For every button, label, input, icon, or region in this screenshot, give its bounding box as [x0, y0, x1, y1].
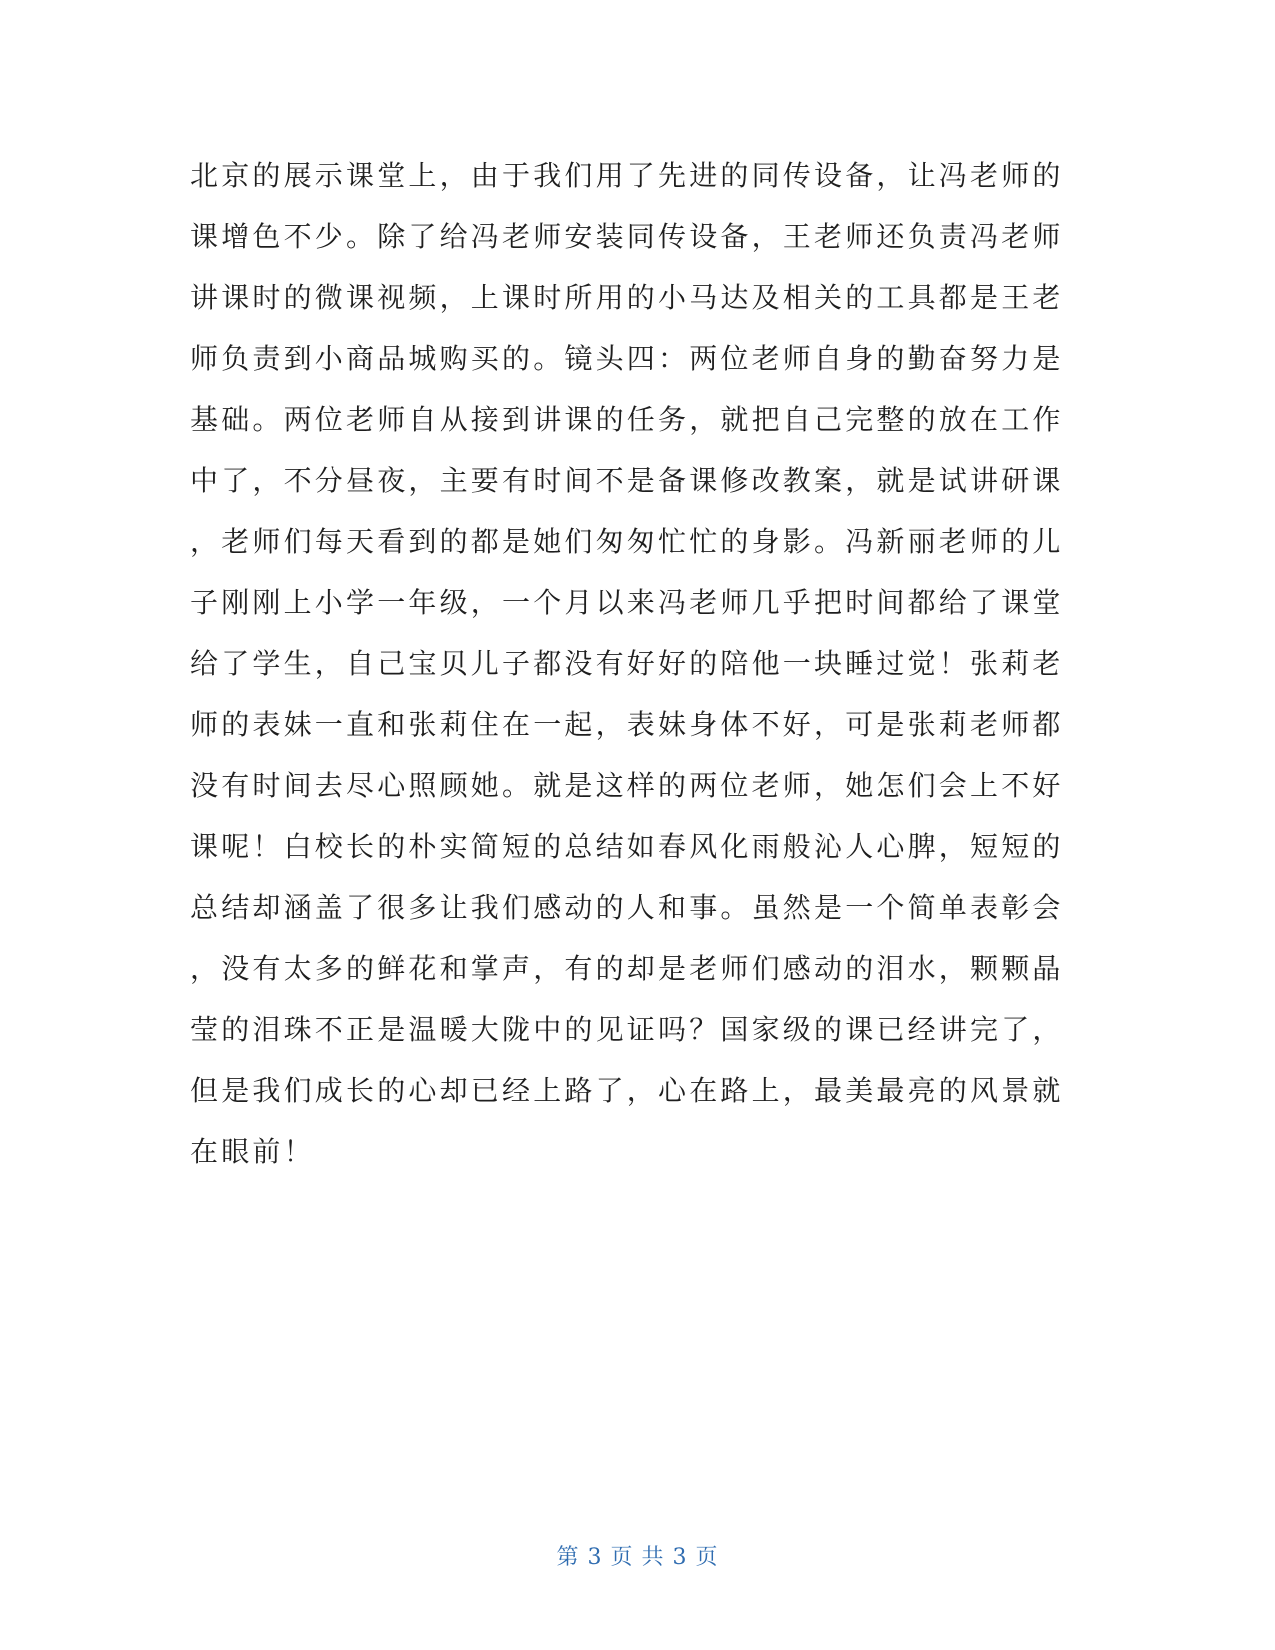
text-line: 师负责到小商品城购买的。镜头四：两位老师自身的勤奋努力是 [190, 342, 1064, 375]
text-line: 在眼前！ [190, 1135, 315, 1168]
text-line: 北京的展示课堂上，由于我们用了先进的同传设备，让冯老师的 [190, 159, 1064, 192]
text-line: 课增色不少。除了给冯老师安装同传设备，王老师还负责冯老师 [190, 220, 1064, 253]
text-line: 基础。两位老师自从接到讲课的任务，就把自己完整的放在工作 [190, 403, 1064, 436]
text-line: 给了学生，自己宝贝儿子都没有好好的陪他一块睡过觉！张莉老 [190, 647, 1064, 680]
body-text [190, 145, 1070, 1182]
text-line: 中了，不分昼夜，主要有时间不是备课修改教案，就是试讲研课 [190, 464, 1064, 497]
text-line: 莹的泪珠不正是温暖大陇中的见证吗？国家级的课已经讲完了， [190, 1013, 1064, 1046]
text-line: 课呢！白校长的朴实简短的总结如春风化雨般沁人心脾，短短的 [190, 830, 1064, 863]
text-line: ，老师们每天看到的都是她们匆匆忙忙的身影。冯新丽老师的儿 [190, 525, 1064, 558]
text-line: 没有时间去尽心照顾她。就是这样的两位老师，她怎们会上不好 [190, 769, 1064, 802]
text-line: ，没有太多的鲜花和掌声，有的却是老师们感动的泪水，颗颗晶 [190, 952, 1064, 985]
page-number: 第 3 页 共 3 页 [556, 1545, 719, 1570]
text-line: 子刚刚上小学一年级，一个月以来冯老师几乎把时间都给了课堂 [190, 586, 1064, 619]
text-line: 但是我们成长的心却已经上路了，心在路上，最美最亮的风景就 [190, 1074, 1064, 1107]
text-line: 师的表妹一直和张莉住在一起，表妹身体不好，可是张莉老师都 [190, 708, 1064, 741]
text-line: 总结却涵盖了很多让我们感动的人和事。虽然是一个简单表彰会 [190, 891, 1064, 924]
page-footer [0, 1540, 1275, 1571]
text-line: 讲课时的微课视频，上课时所用的小马达及相关的工具都是王老 [190, 281, 1064, 314]
